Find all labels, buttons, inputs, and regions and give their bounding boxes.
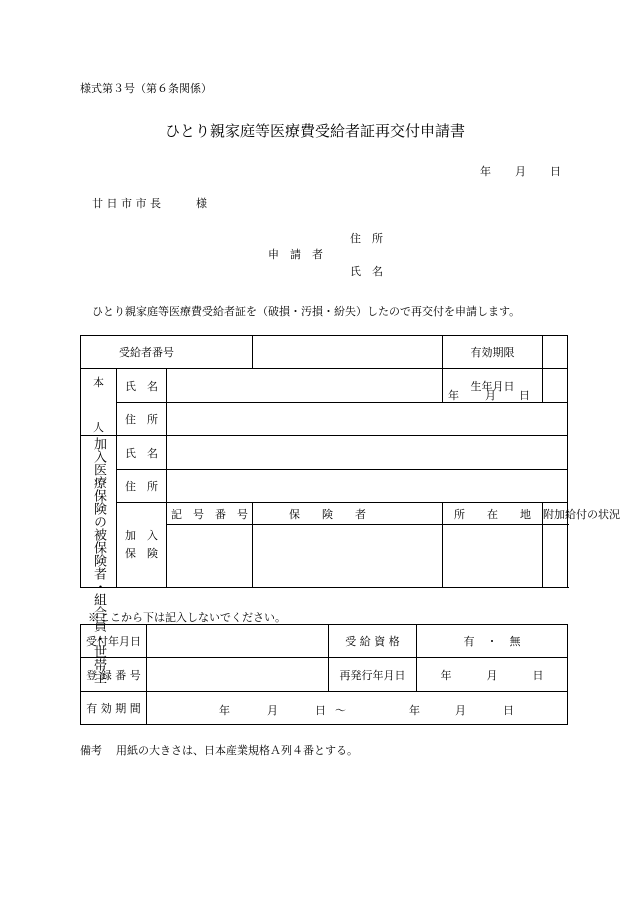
- name-field[interactable]: [167, 369, 443, 403]
- registration-no-field[interactable]: [147, 658, 329, 692]
- symbol-no-field[interactable]: [167, 525, 253, 588]
- insurance-address-field[interactable]: [167, 470, 568, 503]
- address-label: 住 所: [117, 403, 167, 436]
- reissue-month: 月: [486, 668, 498, 682]
- birth-month-label: 月: [485, 389, 496, 402]
- reissue-year: 年: [440, 668, 452, 682]
- recipient-no-field[interactable]: [253, 336, 443, 369]
- additional-benefits-field[interactable]: [543, 525, 568, 588]
- applicant-name-label: 氏 名: [350, 265, 383, 278]
- insurance-name-label: 氏 名: [117, 436, 167, 470]
- birth-year-label: 年: [448, 389, 459, 402]
- expiry-label: 有効期限: [443, 336, 543, 369]
- date-day: 日: [550, 165, 561, 178]
- reissue-date-field[interactable]: [417, 658, 568, 692]
- applicant-address-label: 住 所: [350, 232, 383, 245]
- validity-to-year: 年: [409, 704, 420, 717]
- expiry-field[interactable]: [543, 336, 568, 369]
- col-symbol-no: 記 号 番 号: [167, 503, 253, 525]
- date-month: 月: [515, 165, 526, 178]
- insurance-name-field[interactable]: [167, 436, 568, 470]
- validity-to-month: 月: [455, 704, 466, 717]
- addressee-name: 廿 日 市 市 長: [92, 197, 161, 210]
- remarks-text: 用紙の大きさは、日本産業規格Ａ列４番とする。: [116, 744, 358, 757]
- validity-label: 有 効 期 間: [81, 692, 147, 725]
- recipient-no-label: 受給者番号: [81, 336, 253, 369]
- insurance-address-label: 住 所: [117, 470, 167, 503]
- principal-cell: [81, 369, 117, 436]
- office-note: ※ここから下は記入しないでください。: [88, 611, 286, 624]
- col-location: 所 在 地: [443, 503, 543, 525]
- validity-tilde: 〜: [335, 704, 346, 717]
- registration-no-label: 登 録 番 号: [81, 658, 147, 692]
- validity-field[interactable]: [147, 692, 568, 725]
- reissue-date-label: 再発行年月日: [329, 658, 417, 692]
- validity-to-day: 日: [503, 704, 514, 717]
- page-title: ひとり親家庭等医療費受給者証再交付申請書: [164, 122, 465, 140]
- name-label: 氏 名: [117, 369, 167, 403]
- validity-from-month: 月: [267, 704, 278, 717]
- remarks-label: 備考: [80, 744, 102, 757]
- address-field[interactable]: [167, 403, 568, 436]
- enrolled-insurance-label: [117, 503, 167, 588]
- received-date-field[interactable]: [147, 625, 329, 658]
- location-field[interactable]: [443, 525, 543, 588]
- reissue-day: 日: [532, 668, 544, 682]
- form-number: 様式第３号（第６条関係）: [80, 82, 212, 95]
- insured-label: 加入医療保険の被保険者・組合員・世帯主: [91, 436, 106, 684]
- office-table: [80, 624, 568, 725]
- enrolled-insurance-label-1: 加 入: [125, 529, 158, 542]
- applicant-label: 申 請 者: [268, 248, 323, 261]
- validity-from-day: 日: [315, 704, 326, 717]
- insurer-field[interactable]: [253, 525, 443, 588]
- birth-day-label: 日: [519, 389, 530, 402]
- statement: ひとり親家庭等医療費受給者証を（破損・汚損・紛失）したので再交付を申請します。: [92, 305, 521, 318]
- col-insurer: 保 険 者: [253, 503, 443, 525]
- col-additional-benefits: 附加給付の状況: [543, 503, 568, 525]
- eligibility-dot: ・: [486, 635, 498, 648]
- eligibility-field[interactable]: [417, 625, 568, 658]
- principal-top-label: 本: [93, 376, 104, 389]
- validity-from-year: 年: [219, 704, 230, 717]
- date-year: 年: [480, 165, 491, 178]
- enrolled-insurance-label-2: 保 険: [125, 547, 158, 560]
- eligibility-yes[interactable]: 有: [463, 635, 475, 648]
- principal-bottom-label: 人: [93, 421, 104, 434]
- eligibility-label: 受 給 資 格: [329, 625, 417, 658]
- birthdate-label: 生年月日: [443, 369, 543, 403]
- received-date-label: 受付年月日: [81, 625, 147, 658]
- eligibility-no[interactable]: 無: [509, 635, 521, 648]
- addressee-honorific: 様: [196, 197, 207, 210]
